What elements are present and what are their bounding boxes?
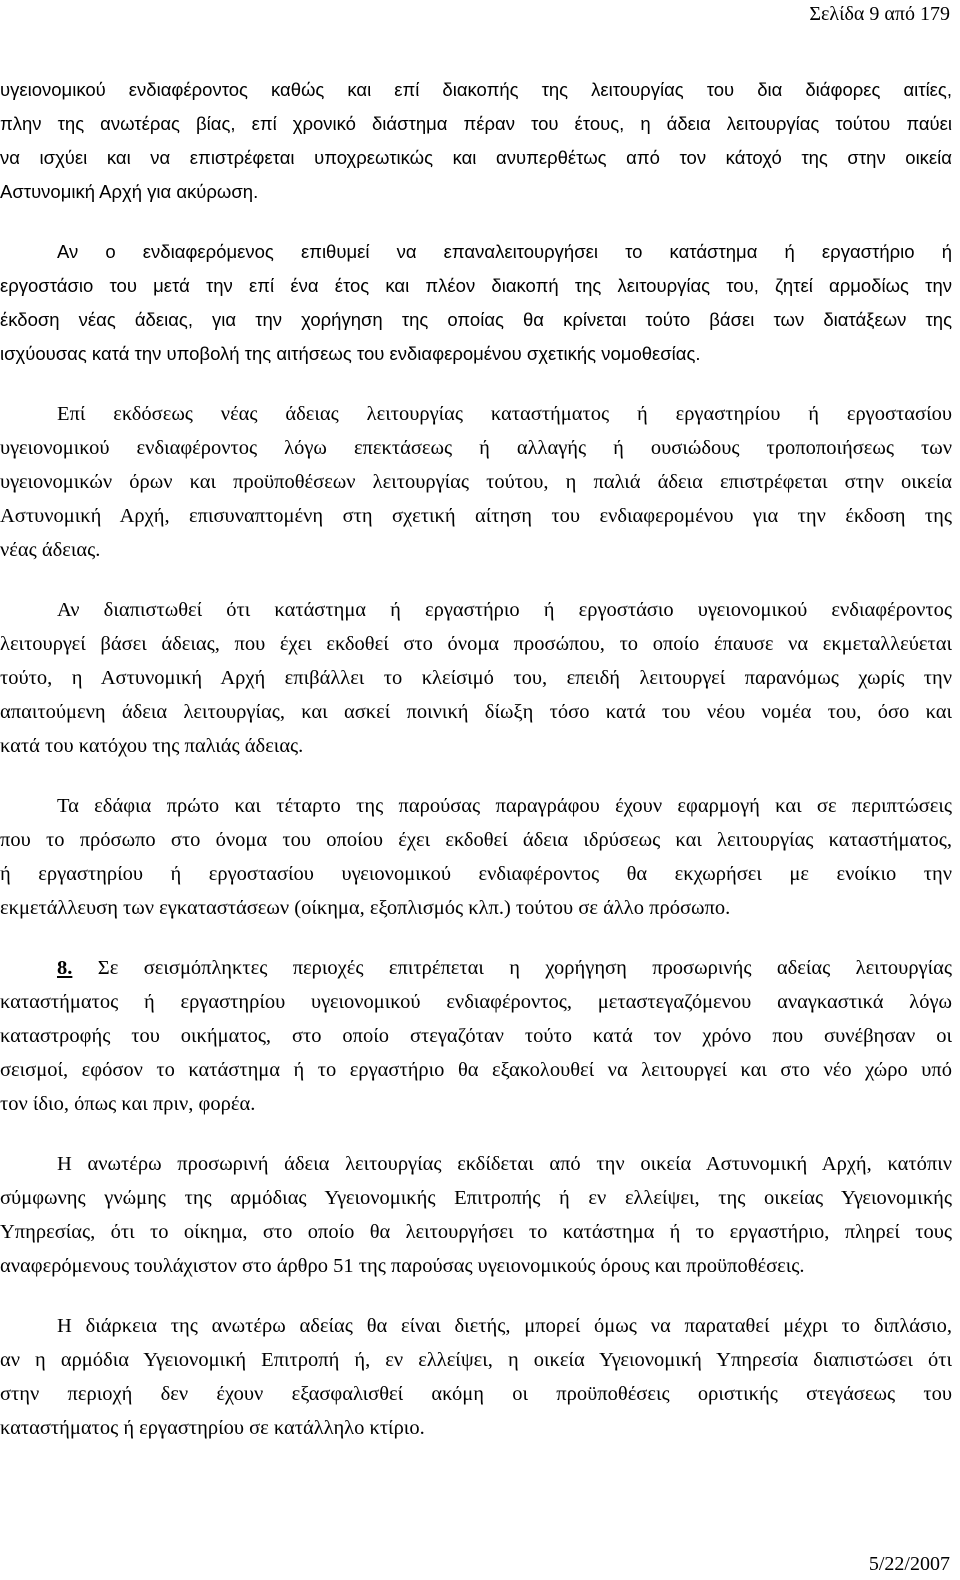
page-number-header: Σελίδα 9 από 179 xyxy=(809,3,950,25)
text-line: υγειονομικού ενδιαφέροντος λόγω επεκτάσεως ή αλλαγής ή ουσιώδους τροποποιήσεως των xyxy=(0,437,952,459)
text-line: απαιτούμενη άδεια λειτουργίας, και ασκεί ποινική δίωξη τόσο κατά του νέου νομέα του, όσο και xyxy=(0,701,952,723)
paragraph-3 xyxy=(0,397,952,567)
text-line xyxy=(0,951,952,985)
text-line: Τα εδάφια πρώτο και τέταρτο της παρούσας παραγράφου έχουν εφαρμογή και σε περιπτώσεις xyxy=(57,795,952,817)
paragraph-7 xyxy=(0,1147,952,1283)
paragraph-2 xyxy=(0,235,952,371)
text-line: εκμετάλλευση των εγκαταστάσεων (οίκημα, εξοπλισμός κλπ.) τούτου σε άλλο πρόσωπο. xyxy=(0,897,731,919)
text-line: να ισχύει και να επιστρέφεται υποχρεωτικώς και ανυπερθέτως από τον κάτοχό της στην οικεία xyxy=(0,147,952,168)
paragraph-8 xyxy=(0,1309,952,1445)
text-line: ή εργαστηρίου ή εργοστασίου υγειονομικού ενδιαφέροντος θα εκχωρήσει με ενοίκιο την xyxy=(0,863,952,885)
text-line: εργοστάσιο του μετά την επί ένα έτος και πλέον διακοπή της λειτουργίας του, ζητεί αρμοδίως την xyxy=(0,275,952,296)
paragraph-5 xyxy=(0,789,952,925)
text-line: Η διάρκεια της ανωτέρω αδείας θα είναι διετής, μπορεί όμως να παραταθεί μέχρι το διπλάσιο, xyxy=(57,1315,952,1337)
text-line: που το πρόσωπο στο όνομα του οποίου έχει εκδοθεί άδεια ιδρύσεως και λειτουργίας καταστήματος, xyxy=(0,829,952,851)
document-body xyxy=(0,73,952,1471)
text-line: τον ίδιο, όπως και πριν, φορέα. xyxy=(0,1093,256,1115)
text-line: Αν διαπιστωθεί ότι κατάστημα ή εργαστήριο ή εργοστάσιο υγειονομικού ενδιαφέροντος xyxy=(57,599,952,621)
text-line: καταστροφής του οικήματος, στο οποίο στεγαζόταν τούτο κατά τον χρόνο που συνέβησαν οι xyxy=(0,1025,952,1047)
text-line: υγειονομικού ενδιαφέροντος καθώς και επί διακοπής της λειτουργίας του δια διάφορες αιτίες, xyxy=(0,79,952,100)
text-line: σύμφωνης γνώμης της αρμόδιας Υγειονομικής Επιτροπής ή εν ελλείψει, της οικείας Υγειονομικής xyxy=(0,1187,952,1209)
text-line: Υπηρεσίας, ότι το οίκημα, στο οποίο θα λειτουργήσει το κατάστημα ή το εργαστήριο, πληρεί τους xyxy=(0,1221,952,1243)
text-line: Αν ο ενδιαφερόμενος επιθυμεί να επαναλειτουργήσει το κατάστημα ή εργαστήριο ή xyxy=(57,241,952,262)
paragraph-4 xyxy=(0,593,952,763)
text-line: ισχύουσας κατά την υποβολή της αιτήσεως του ενδιαφερομένου σχετικής νομοθεσίας. xyxy=(0,343,701,364)
text-line: αν η αρμόδια Υγειονομική Επιτροπή ή, εν ελλείψει, η οικεία Υγειονομική Υπηρεσία διαπιστώσει ότι xyxy=(0,1349,952,1371)
date-footer: 5/22/2007 xyxy=(868,1553,950,1575)
text-line: Αστυνομική Αρχή, επισυναπτομένη στη σχετική αίτηση του ενδιαφερομένου για την έκδοση της xyxy=(0,505,952,527)
text-line: κατά του κατόχου της παλιάς άδειας. xyxy=(0,735,304,757)
text-line: Η ανωτέρω προσωρινή άδεια λειτουργίας εκδίδεται από την οικεία Αστυνομική Αρχή, κατόπιν xyxy=(57,1153,952,1175)
text-line: Επί εκδόσεως νέας άδειας λειτουργίας καταστήματος ή εργαστηρίου ή εργοστασίου xyxy=(57,403,952,425)
text-line: τούτο, η Αστυνομική Αρχή επιβάλλει το κλείσιμό του, επειδή λειτουργεί παρανόμως χωρίς την xyxy=(0,667,952,689)
paragraph-1 xyxy=(0,73,952,209)
paragraph-number: 8. xyxy=(57,957,73,979)
text-line: καταστήματος ή εργαστηρίου υγειονομικού ενδιαφέροντος, μεταστεγαζόμενου αναγκαστικά λόγω xyxy=(0,991,952,1013)
text-line: έκδοση νέας άδειας, για την χορήγηση της οποίας θα κρίνεται τούτο βάσει των διατάξεων της xyxy=(0,309,952,330)
text-line: αναφερόμενους τουλάχιστον στο άρθρο 51 της παρούσας υγειονομικούς όρους και προϋποθέσεις. xyxy=(0,1255,805,1277)
text-line: Αστυνομική Αρχή για ακύρωση. xyxy=(0,181,259,202)
text-line: νέας άδειας. xyxy=(0,539,101,561)
text-line: καταστήματος ή εργαστηρίου σε κατάλληλο κτίριο. xyxy=(0,1417,425,1439)
text-line: σεισμοί, εφόσον το κατάστημα ή το εργαστήριο θα εξακολουθεί να λειτουργεί και στο νέο χώρο υπό xyxy=(0,1059,952,1081)
text-line: υγειονομικών όρων και προϋποθέσεων λειτουργίας τούτου, η παλιά άδεια επιστρέφεται στην οικεία xyxy=(0,471,952,493)
text-line: λειτουργεί βάσει άδειας, που έχει εκδοθεί στο όνομα προσώπου, το οποίο έπαυσε να εκμεταλλεύεται xyxy=(0,633,952,655)
paragraph-6 xyxy=(0,951,952,1121)
text-line: στην περιοχή δεν έχουν εξασφαλισθεί ακόμη οι προϋποθέσεις οριστικής στεγάσεως του xyxy=(0,1383,952,1405)
line-text: Σε σεισμόπληκτες περιοχές επιτρέπεται η χορήγηση προσωρινής αδείας λειτουργίας xyxy=(72,957,952,979)
text-line: πλην της ανωτέρας βίας, επί χρονικό διάστημα πέραν του έτους, η άδεια λειτουργίας τούτου παύει xyxy=(0,113,952,134)
